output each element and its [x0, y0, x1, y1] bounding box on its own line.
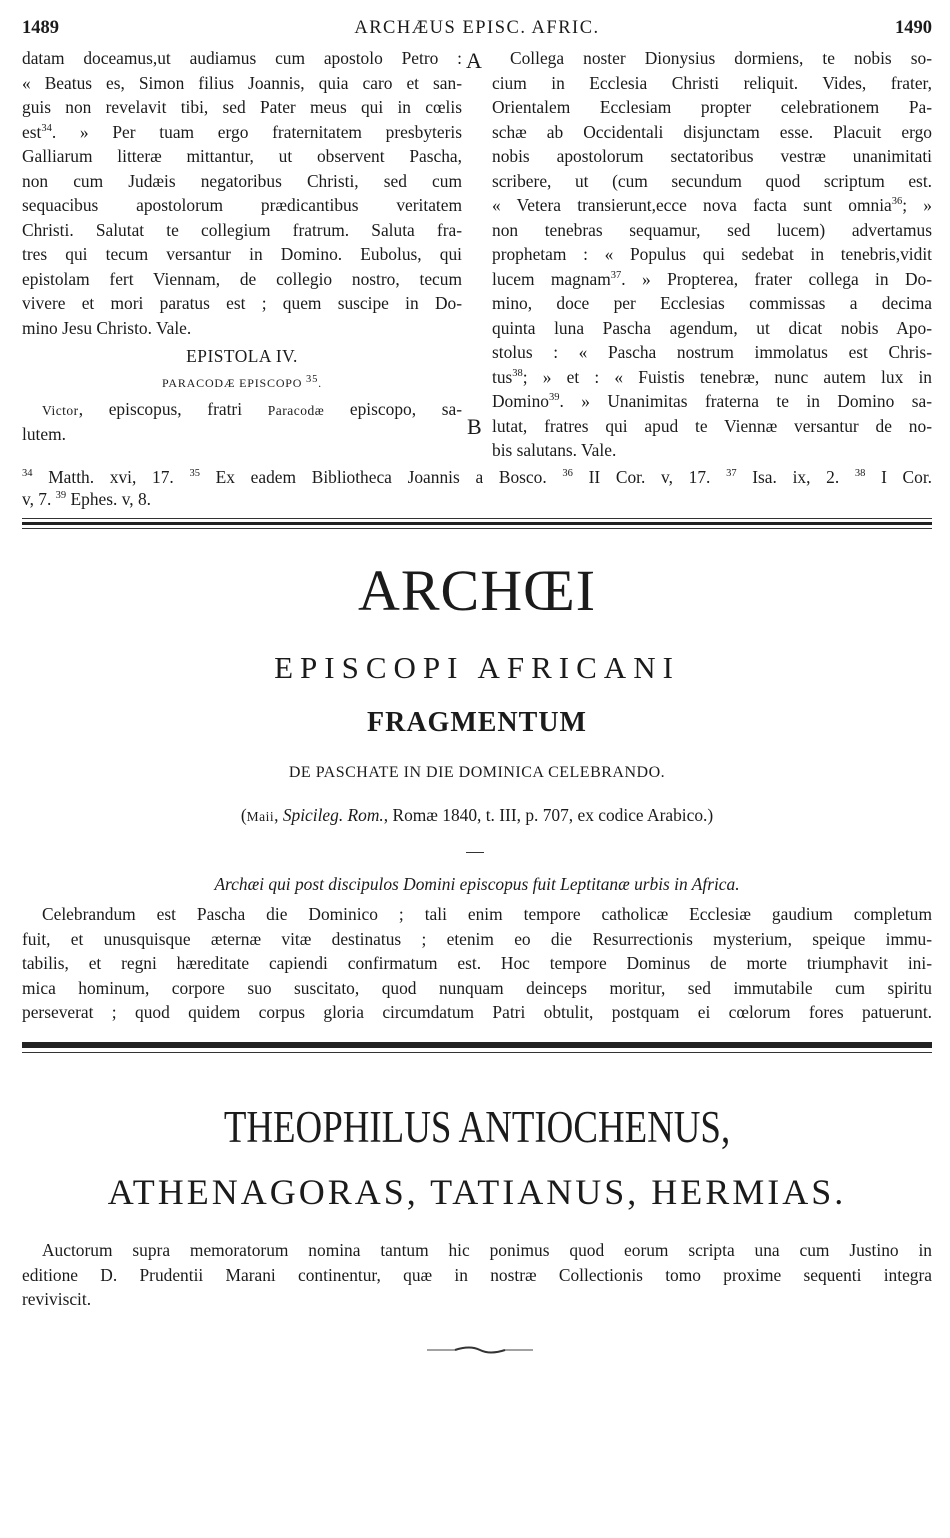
- note-paragraph: [22, 1238, 932, 1312]
- footnote-line: [22, 466, 932, 488]
- text-fragment: Maii: [246, 809, 275, 824]
- text-fragment: ,: [274, 805, 283, 825]
- text-fragment: Domino: [492, 391, 550, 411]
- text-line: sequacibus apostolorum prædicantibus veritatem: [22, 195, 462, 215]
- text-fragment: , Romæ 1840, t. III, p. 707, ex codice Arabico.): [383, 805, 714, 825]
- text-line: « Beatus es, Simon filius Joannis, quia caro et san-: [22, 72, 462, 93]
- text-line: cium in Ecclesia Christi reliquit. Vides, frater,: [492, 72, 932, 93]
- page-number-right: 1490: [895, 18, 932, 38]
- short-divider: [466, 852, 484, 853]
- left-column: [22, 46, 462, 446]
- divider: [22, 1042, 932, 1048]
- text-line: fuit, et unusquisque æternæ vitæ destinatus ; etenim eo die Resurrectionis mysterium, speique immu-: [22, 928, 932, 949]
- margin-marker-a: A: [466, 48, 482, 73]
- divider: [22, 518, 932, 519]
- text-line: perseverat ; quod quidem corpus gloria circumdatum Patri obtulit, postquam ei cœlorum fores patuerunt.: [22, 1002, 932, 1022]
- text-fragment: lucem magnam: [492, 268, 611, 289]
- text-line: [492, 193, 932, 218]
- text-line: epistolam fert Viennam, de collegio nostro, tecum: [22, 268, 462, 289]
- footnote-ref: 39: [549, 392, 560, 404]
- text-line: vivere et mori paratus est ; quem suscipe in Do-: [22, 293, 462, 313]
- text-line: tabilis, et regni hæreditate capiendi confirmatum est. Hoc tempore Dominus de morte triumphavit ini-: [22, 953, 932, 973]
- text-line: Collega noster Dionysius dormiens, te nobis so-: [510, 48, 932, 68]
- text-fragment: Paracodæ: [267, 403, 325, 418]
- text-fragment: tus: [492, 366, 513, 387]
- footnote-number: 37: [726, 468, 737, 480]
- text-line: [492, 267, 932, 292]
- text-fragment: ; »: [902, 195, 932, 215]
- text-line: editione D. Prudentii Marani continentur, quæ in nostræ Collectionis tomo proxime sequenti integra: [22, 1264, 932, 1285]
- text-line: [22, 120, 462, 145]
- fragment-paragraph: [22, 902, 932, 1025]
- footnote-number: 39: [55, 490, 67, 502]
- running-header: [22, 18, 932, 42]
- text-line: non cum Judæis negatoribus Christi, sed cum: [22, 170, 462, 191]
- text-fragment: . » Propterea, frater collega in Do-: [621, 268, 932, 289]
- text-line: Galliarum litteræ mittantur, ut observent Pascha,: [22, 146, 462, 166]
- footnote-ref: 37: [610, 269, 622, 281]
- footnote-number: 35: [189, 468, 200, 480]
- text-line: Auctorum supra memoratorum nomina tantum hic ponimus quod eorum scripta una cum Justino in: [42, 1240, 932, 1260]
- section-topic: DE PASCHATE IN DIE DOMINICA CELEBRANDO.: [288, 764, 666, 781]
- divider: [22, 522, 932, 525]
- epistola-title: EPISTOLA IV.: [186, 346, 298, 366]
- text-line: lutem.: [22, 423, 66, 444]
- footnote-ref: 36: [891, 196, 903, 208]
- text-line: scribere, ut (cum secundum quod scriptum est.: [492, 170, 932, 191]
- footnotes: [22, 466, 932, 510]
- section-subtitle: EPISCOPI AFRICANI: [274, 650, 680, 685]
- text-line: quinta luna Pascha agendum, ut dicat nobis Apo-: [492, 317, 932, 338]
- right-column: [492, 46, 932, 463]
- footnote-number: 38: [854, 468, 866, 480]
- section-subtitle: ATHENAGORAS, TATIANUS, HERMIAS.: [107, 1172, 847, 1212]
- footnote-text: v, 7.: [22, 489, 56, 509]
- text-fragment: Spicileg. Rom.: [282, 805, 384, 825]
- text-line: tres qui tecum versantur in Domino. Eubolus, qui: [22, 244, 462, 264]
- section-title: THEOPHILUS ANTIOCHENUS,: [223, 1102, 731, 1152]
- section-fragment-heading: FRAGMENTUM: [367, 707, 587, 738]
- footnote-ref: 34: [41, 122, 52, 134]
- divider: [22, 528, 932, 529]
- page-number-left: 1489: [22, 18, 59, 38]
- text-line: guis non revelavit tibi, sed Pater meus qui in cœlis: [22, 97, 462, 117]
- footnote-text: Isa. ix, 2.: [736, 467, 855, 487]
- text-line: non tenebras sequamur, sed lucem) advertamus: [492, 219, 932, 240]
- text-fragment: . » Per tuam ergo fraternitatem presbyteris: [51, 121, 462, 142]
- text-line: mino, doce per Ecclesias commissas a decima: [492, 293, 932, 313]
- text-line: datam doceamus,ut audiamus cum apostolo Petro :: [22, 48, 462, 68]
- text-fragment: episcopo, sa-: [324, 399, 462, 419]
- source-citation: [22, 803, 932, 829]
- text-fragment: Victor: [42, 403, 79, 418]
- flourish-ornament: [425, 1344, 535, 1356]
- footnote-text: Ex eadem Bibliotheca Joannis a Bosco.: [199, 467, 563, 487]
- text-fragment: (: [240, 805, 247, 825]
- footnote-text: Ephes. v, 8.: [66, 489, 152, 509]
- text-line: bis salutans. Vale.: [492, 440, 617, 460]
- text-fragment: PARACODÆ EPISCOPO: [162, 375, 303, 390]
- running-title: ARCHÆUS EPISC. AFRIC.: [354, 18, 600, 38]
- epistola-subtitle: PARACODÆ EPISCOPO $^{35}$.: [162, 373, 322, 390]
- section-title: ARCHŒI: [357, 558, 597, 623]
- footnote-number: 36: [562, 468, 573, 480]
- footnote-text: Matth. xvi, 17.: [32, 467, 190, 487]
- text-line: Celebrandum est Pascha die Dominico ; tali enim tempore catholicæ Ecclesiæ gaudium completum: [42, 904, 932, 924]
- text-fragment: , episcopus, fratri: [78, 399, 268, 419]
- text-line: prophetam : « Populus qui sedebat in tenebris,vidit: [492, 244, 932, 264]
- footnote-ref: 38: [512, 367, 523, 379]
- text-line: stolus : « Pascha nostrum immolatus est Chris-: [492, 342, 932, 362]
- footnote-number: 34: [22, 468, 33, 480]
- text-line: nobis apostolorum sectatoribus vestræ unanimitati: [492, 146, 932, 166]
- margin-marker-b: B: [467, 414, 482, 439]
- footnote-text: II Cor. v, 17.: [572, 467, 727, 487]
- footnote-ref: 35: [306, 373, 319, 385]
- text-line: Orientalem Ecclesiam propter celebrationem Pa-: [492, 97, 932, 117]
- text-line: [492, 365, 932, 390]
- divider: [22, 1052, 932, 1053]
- intro-line: Archæi qui post discipulos Domini episcopus fuit Leptitanæ urbis in Africa.: [214, 874, 740, 894]
- text-line: mica hominum, corpore suo suscitato, quod nunquam deinceps moritur, sed immutabile cum spiritu: [22, 977, 932, 998]
- text-fragment: ; » et : « Fuistis tenebræ, nunc autem lux in: [522, 366, 932, 387]
- text-line: [492, 389, 932, 414]
- footnote-text: I Cor.: [865, 467, 933, 487]
- text-line: [22, 397, 462, 422]
- text-fragment: est: [22, 121, 42, 142]
- text-line: schæ ab Occidentali disjunctam esse. Placuit ergo: [492, 121, 932, 142]
- text-line: Christi. Salutat te collegium fratrum. Saluta fra-: [22, 219, 462, 240]
- text-line: mino Jesu Christo. Vale.: [22, 317, 192, 338]
- text-line: reviviscit.: [22, 1289, 92, 1309]
- text-line: lutat, fratres qui apud te Viennæ versantur de no-: [492, 415, 932, 436]
- footnote-line: [22, 488, 932, 510]
- text-fragment: . » Unanimitas fraterna te in Domino sa-: [559, 391, 932, 411]
- text-fragment: « Vetera transierunt,ecce nova facta sunt omnia: [492, 195, 892, 215]
